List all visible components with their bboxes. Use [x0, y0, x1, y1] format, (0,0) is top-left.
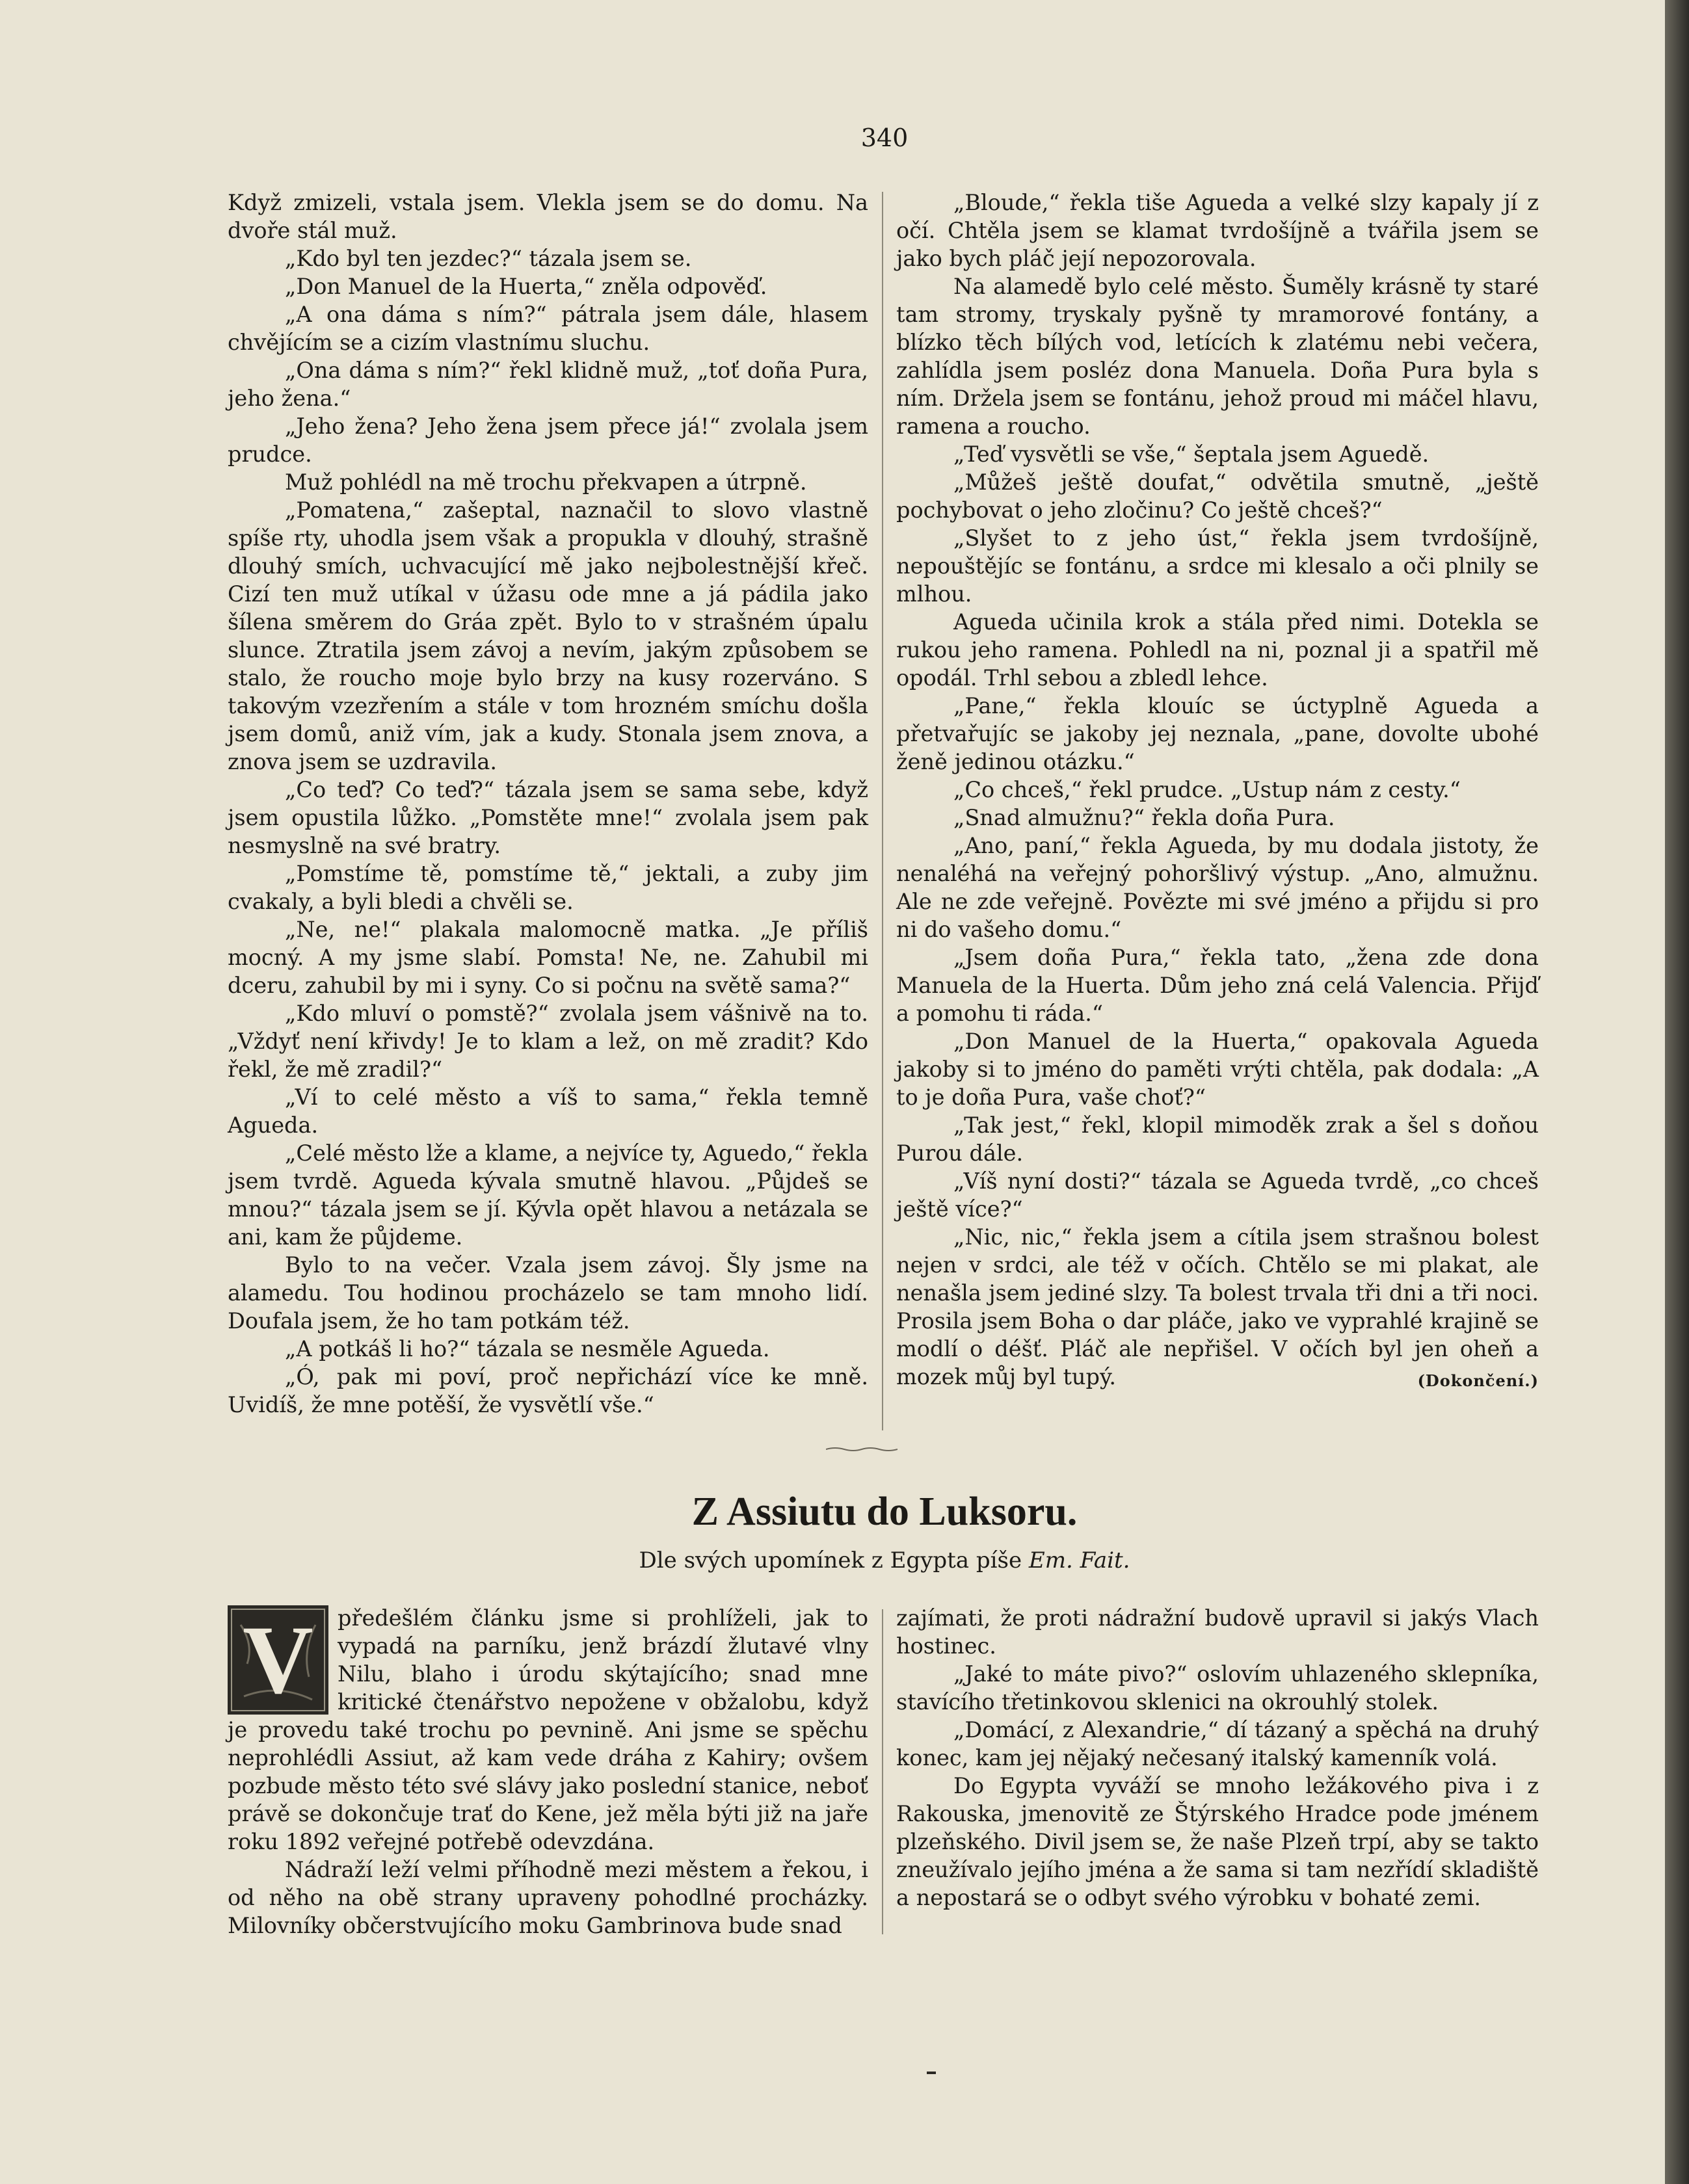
paragraph: „Jaké to máte pivo?“ oslovím uhlazeného sklepníka, stavícího třetinkovou sklenici na okrouhlý stolek. — [896, 1661, 1539, 1715]
author-name: Em. Fait. — [1028, 1547, 1130, 1573]
paragraph: „A potkáš li ho?“ tázala se nesměle Agueda. — [285, 1336, 770, 1362]
paragraph: „Ano, paní,“ řekla Agueda, by mu dodala jistoty, že nenaléhá na veřejný pohoršlivý výstup. „Ano, almužnu. Ale ne zde veřejně. Povězte mi své jméno a přijdu si pro ni do vašeho domu.“ — [896, 833, 1539, 942]
story-right-column — [896, 189, 1539, 1395]
paragraph — [228, 1604, 868, 1856]
paragraph: „Teď vysvětli se vše,“ šeptala jsem Aguedě. — [953, 441, 1430, 467]
page-mark — [927, 2072, 936, 2074]
paragraph: „Ne, ne!“ plakala malomocně matka. „Je příliš mocný. A my jsme slabí. Pomsta! Ne, ne. Zahubil mi dceru, zahubil by mi i syny. Co si počnu na světě sama?“ — [228, 917, 868, 998]
column-divider — [882, 1609, 883, 1934]
paragraph: „Tak jest,“ řekl, klopil mimoděk zrak a šel s doňou Purou dále. — [896, 1112, 1539, 1166]
paragraph: „Don Manuel de la Huerta,“ zněla odpověď. — [285, 274, 767, 299]
story-left-column — [228, 189, 868, 1419]
paragraph: „Co chceš,“ řekl prudce. „Ustup nám z cesty.“ — [953, 777, 1461, 802]
article-byline — [455, 1547, 1314, 1573]
paragraph: „Jeho žena? Jeho žena jsem přece já!“ zvolala jsem prudce. — [228, 414, 868, 467]
paragraph: „Pomatena,“ zašeptal, naznačil to slovo vlastně spíše rty, uhodla jsem však a propukla v dlouhý, strašně dlouhý smích, uchvacující mě jako nejbolestnější křeč. Cizí ten muž utíkal v úžasu ode mne a já pádila jako šílena směrem do Gráa zpět. Bylo to v strašném úpalu slunce. Ztratila jsem závoj a nevím, jakým způsobem se stalo, že roucho moje bylo brzy na kusy rozerváno. S takovým vzezřením a stále v tom hrozném smíchu došla jsem domů, aniž vím, jak a kudy. Stonala jsem znova, a znova jsem se uzdravila. — [228, 497, 868, 774]
paragraph: Agueda učinila krok a stála před nimi. Dotekla se rukou jeho ramena. Pohledl na ni, poznal ji a spatřil mě opodál. Trhl sebou a zbledl lehce. — [896, 609, 1539, 691]
paragraph: „Bloude,“ řekla tiše Agueda a velké slzy kapaly jí z očí. Chtěla jsem se klamat tvrdošíjně a tvářila jsem se jako bych pláč její nepozorovala. — [896, 190, 1539, 271]
column-divider — [882, 192, 883, 1430]
paragraph: „Víš nyní dosti?“ tázala se Agueda tvrdě, „co chceš ještě více?“ — [896, 1168, 1539, 1222]
paragraph: „Můžeš ještě doufat,“ odvětila smutně, „ještě pochybovat o jeho zločinu? Co ještě chceš?“ — [896, 469, 1539, 523]
byline-prefix: Dle svých upomínek z Egypta píše — [639, 1547, 1022, 1573]
paragraph: Muž pohlédl na mě trochu překvapen a útrpně. — [285, 469, 807, 495]
paragraph: zajímati, že proti nádražní budově upravil si jakýs Vlach hostinec. — [896, 1605, 1539, 1659]
paragraph: „Jsem doña Pura,“ řekla tato, „žena zde dona Manuela de la Huerta. Dům jeho zná celá Valencia. Přijď a pomohu ti ráda.“ — [896, 945, 1539, 1026]
paragraph: Do Egypta vyváží se mnoho ležákového piva i z Rakouska, jmenovitě ze Štýrského Hradce pode jménem plzeňského. Divil jsem se, že naše Plzeň trpí, aby se takto zneužívalo jejího jména a že sama si tam nezřídí skladiště a nepostará se o odbyt svého výrobku v bohaté zemi. — [896, 1773, 1539, 1910]
closing-note: (Dokončení.) — [1417, 1371, 1539, 1390]
page-number: 340 — [860, 124, 909, 152]
paragraph: Když zmizeli, vstala jsem. Vlekla jsem se do domu. Na dvoře stál muž. — [228, 190, 868, 243]
paragraph: Nádraží leží velmi příhodně mezi městem a řekou, i od něho na obě strany upraveny pohodlné procházky. Milovníky občerstvujícího moku Gambrinova bude snad — [228, 1857, 868, 1938]
paragraph: „Kdo mluví o pomstě?“ zvolala jsem vášnivě na to. „Vždyť není křivdy! Je to klam a lež, on mě zradit? Kdo řekl, že mě zradil?“ — [228, 1001, 868, 1082]
paragraph: „Snad almužnu?“ řekla doña Pura. — [953, 805, 1335, 830]
drop-cap-letter: V — [243, 1606, 313, 1714]
paragraph: „Ó, pak mi poví, proč nepřichází více ke mně. Uvidíš, že mne potěší, že vysvětlí vše.“ — [228, 1364, 868, 1417]
article-right-column — [896, 1604, 1539, 1912]
drop-cap — [228, 1605, 328, 1715]
paragraph: „Co teď? Co teď?“ tázala jsem se sama sebe, když jsem opustila lůžko. „Pomstěte mne!“ zvolala jsem pak nesmyslně na své bratry. — [228, 777, 868, 858]
paragraph: Bylo to na večer. Vzala jsem závoj. Šly jsme na alamedu. Tou hodinou procházelo se tam mnoho lidí. Doufala jsem, že ho tam potkám též. — [228, 1252, 868, 1334]
paragraph: „A ona dáma s ním?“ pátrala jsem dále, hlasem chvějícím se a cizím vlastnímu sluchu. — [228, 302, 868, 355]
paragraph: „Ona dáma s ním?“ řekl klidně muž, „toť doña Pura, jeho žena.“ — [228, 358, 868, 411]
paragraph: „Pomstíme tě, pomstíme tě,“ jektali, a zuby jim cvakaly, a byli bledi a chvěli se. — [228, 861, 868, 914]
paragraph-text: předešlém článku jsme si prohlíželi, jak to vypadá na parníku, jenž brázdí žlutavé vlny Nilu, blaho i úrodu skýtajícího; snad mne kritické čtenářstvo nepožene v obžalobu, když je provedu také trochu po pevnině. Ani jsme se spěchu neprohlédli Assiut, až kam vede dráha z Kahiry; ovšem pozbude město této své slávy jako poslední stanice, neboť právě se dokončuje trať do Kene, jež měla býti již na jaře roku 1892 veřejné potřebě odevzdána. — [228, 1605, 868, 1854]
page-binding-edge — [1665, 0, 1689, 2184]
section-ornament-icon — [826, 1447, 898, 1452]
paragraph: „Pane,“ řekla klouíc se úctyplně Agueda a přetvařujíc se jakoby jej neznala, „pane, dovolte ubohé ženě jedinou otázku.“ — [896, 693, 1539, 774]
article-title: Z Assiutu do Luksoru. — [691, 1490, 1078, 1534]
paragraph: „Domácí, z Alexandrie,“ dí tázaný a spěchá na druhý konec, kam jej nějaký nečesaný italský kamenník volá. — [896, 1717, 1539, 1770]
paragraph: „Celé město lže a klame, a nejvíce ty, Aguedo,“ řekla jsem tvrdě. Agueda kývala smutně hlavou. „Půjdeš se mnou?“ tázala jsem se jí. Kývla opět hlavou a netázala se ani, kam že půjdeme. — [228, 1140, 868, 1250]
paragraph: „Ví to celé město a víš to sama,“ řekla temně Agueda. — [228, 1085, 868, 1138]
paragraph: „Nic, nic,“ řekla jsem a cítila jsem strašnou bolest nejen v srdci, ale též v očích. Chtělo se mi plakat, ale nenašla jsem jediné slzy. Ta bolest trvala tři dni a tři noci. Prosila jsem Boha o dar pláče, jako ve vyprahlé krajině se modlí o déšť. Pláč ale nepřišel. V očích byl jen oheň a mozek můj byl tupý. (Dokončení.) — [896, 1223, 1539, 1391]
paragraph: Na alamedě bylo celé město. Šuměly krásně ty staré tam stromy, tryskaly pyšně ty mramorové fontány, a blízko těch bílých vod, letících k zlatému nebi večera, zahlídla jsem posléz dona Manuela. Doña Pura byla s ním. Držela jsem se fontánu, jehož proud mi máčel hlavu, ramena a roucho. — [896, 274, 1539, 439]
paragraph: „Don Manuel de la Huerta,“ opakovala Agueda jakoby si to jméno do paměti vrýti chtěla, pak dodala: „A to je doña Pura, vaše choť?“ — [896, 1029, 1539, 1110]
article-left-column — [228, 1604, 868, 1940]
paragraph: „Slyšet to z jeho úst,“ řekla jsem tvrdošíjně, nepouštějíc se fontánu, a srdce mi klesalo a oči plnily se mlhou. — [896, 525, 1539, 607]
paragraph: „Kdo byl ten jezdec?“ tázala jsem se. — [285, 246, 692, 271]
